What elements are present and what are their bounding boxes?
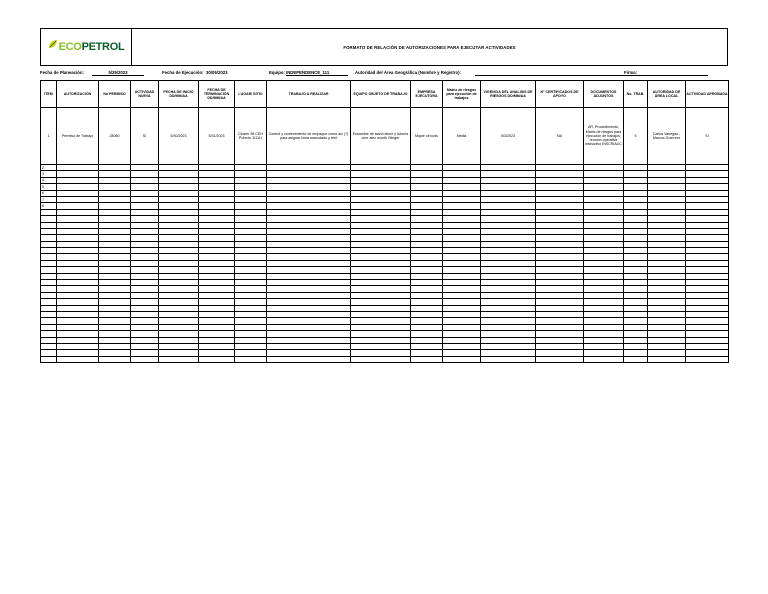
cell-aprobada: SI: [686, 108, 729, 165]
col-vigencia: VIGENCIA DEL ANALISIS DE RIESGOS DD/MM/AA: [481, 81, 536, 108]
cell-item: [41, 356, 57, 362]
cell-nueva: SI: [131, 108, 159, 165]
col-autorizacion: AUTORIZACIÓN: [57, 81, 99, 108]
cell-equipo: Ensamble de stand alone y tubería cierr alex month Stinger: [351, 108, 411, 165]
cell-empty: [443, 356, 481, 362]
logo-text-eco: ECO: [58, 41, 82, 53]
col-actividad-nueva: ACTIVIDAD NUEVA: [131, 81, 159, 108]
cell-empty: [267, 356, 351, 362]
firma-value: [644, 70, 708, 76]
cell-fin: 5/31/2023: [199, 108, 235, 165]
firma-label: Firma:: [624, 70, 638, 75]
cell-item: 4: [41, 177, 57, 183]
col-fecha-inicio: FECHA DE INICIO DD/MM/AA: [159, 81, 199, 108]
cell-inicio: 5/30/2023: [159, 108, 199, 165]
cell-empresa: Maple oil tools: [411, 108, 443, 165]
logo-cell: [41, 29, 132, 65]
col-equipo: EQUIPO OBJETO DE TRABAJO: [351, 81, 411, 108]
col-item: ITEM: [41, 81, 57, 108]
cell-empty: [131, 356, 159, 362]
cell-matriz: Media: [443, 108, 481, 165]
autoridad-label: Autoridad del Área Geográfica (Nombre y Registro):: [355, 70, 462, 75]
cell-item: 7: [41, 196, 57, 202]
cell-empty: [481, 356, 536, 362]
cell-empty: [57, 356, 99, 362]
cell-empty: [648, 356, 686, 362]
col-trab: No. TRAB.: [624, 81, 648, 108]
header-box: [40, 28, 728, 66]
cell-documentos: AR, Procedimiento, Matriz de riesgos para ejecución de trabajos, reunión operativa instructivo INSCRIAUC: [584, 108, 624, 165]
equipo-value: INDEPENDENCE_111: [286, 70, 348, 76]
col-aprobada: ACTIVIDAD APROBADA: [686, 81, 729, 108]
cell-item: 8: [41, 203, 57, 209]
cell-empty: [235, 356, 267, 362]
autoridad-value: [475, 70, 645, 76]
cell-empty: [411, 356, 443, 362]
col-documentos: DOCUMENTOS ADJUNTOS: [584, 81, 624, 108]
activities-table: [40, 80, 729, 363]
document-title: FORMATO DE RELACIÓN DE AUTORIZACIONES PARA EJECUTAR ACTIVIDADES: [343, 44, 516, 50]
cell-item: 3: [41, 171, 57, 177]
col-matriz: Matriz de riesgos para ejecución de trabajos: [443, 81, 481, 108]
col-fecha-terminacion: FECHA DE TERMINACIÓN DD/MM/AA: [199, 81, 235, 108]
cell-certificados: NA: [536, 108, 584, 165]
col-permiso: No PERMISO: [99, 81, 131, 108]
table-row: [41, 356, 729, 362]
col-autoridad: AUTORIDAD DE ÁREA LOCAL: [648, 81, 686, 108]
cell-empty: [199, 356, 235, 362]
col-lugar: LUGAR/ SITIO: [235, 81, 267, 108]
equipo-label: Equipo:: [269, 70, 285, 75]
cell-lugar: Cluster 98 CEH Pulmón 1111H: [235, 108, 267, 165]
col-trabajo: TRABAJO A REALIZAR: [267, 81, 351, 108]
cell-empty: [351, 356, 411, 362]
cell-permiso: 28080: [99, 108, 131, 165]
col-empresa: EMPRESA EJECUTORA: [411, 81, 443, 108]
cell-autorizacion: Permiso de Trabajo: [57, 108, 99, 165]
cell-item: 2: [41, 165, 57, 171]
cell-empty: [686, 356, 729, 362]
planeacion-label: Fecha de Planeación:: [40, 70, 84, 75]
ejecucion-value: 30/05/2023: [206, 70, 228, 75]
planeacion-value: 5/29/2023: [92, 70, 144, 76]
leaf-icon: [48, 39, 58, 49]
ejecucion-label: Fecha de Ejecución:: [162, 70, 204, 75]
cell-empty: [159, 356, 199, 362]
col-certificados: N° CERTIFICADOS DE APOYO: [536, 81, 584, 108]
cell-trab: 5: [624, 108, 648, 165]
cell-empty: [584, 356, 624, 362]
cell-item: 5: [41, 184, 57, 190]
cell-empty: [536, 356, 584, 362]
cell-trabajo: Control y contenimiento de empaque como así (?) para asignar línea reanudado y test: [267, 108, 351, 165]
header-row: [41, 81, 729, 108]
cell-autoridad: Carlos Vanegas - Marcos Guerrero: [648, 108, 686, 165]
table-row: [41, 108, 729, 165]
logo-text-petrol: PETROL: [81, 41, 125, 53]
cell-item: 1: [41, 108, 57, 165]
cell-item: 6: [41, 190, 57, 196]
cell-empty: [99, 356, 131, 362]
info-line: [40, 70, 728, 78]
ecopetrol-logo: [48, 41, 125, 53]
cell-vigencia: 5/3/2023: [481, 108, 536, 165]
cell-empty: [624, 356, 648, 362]
